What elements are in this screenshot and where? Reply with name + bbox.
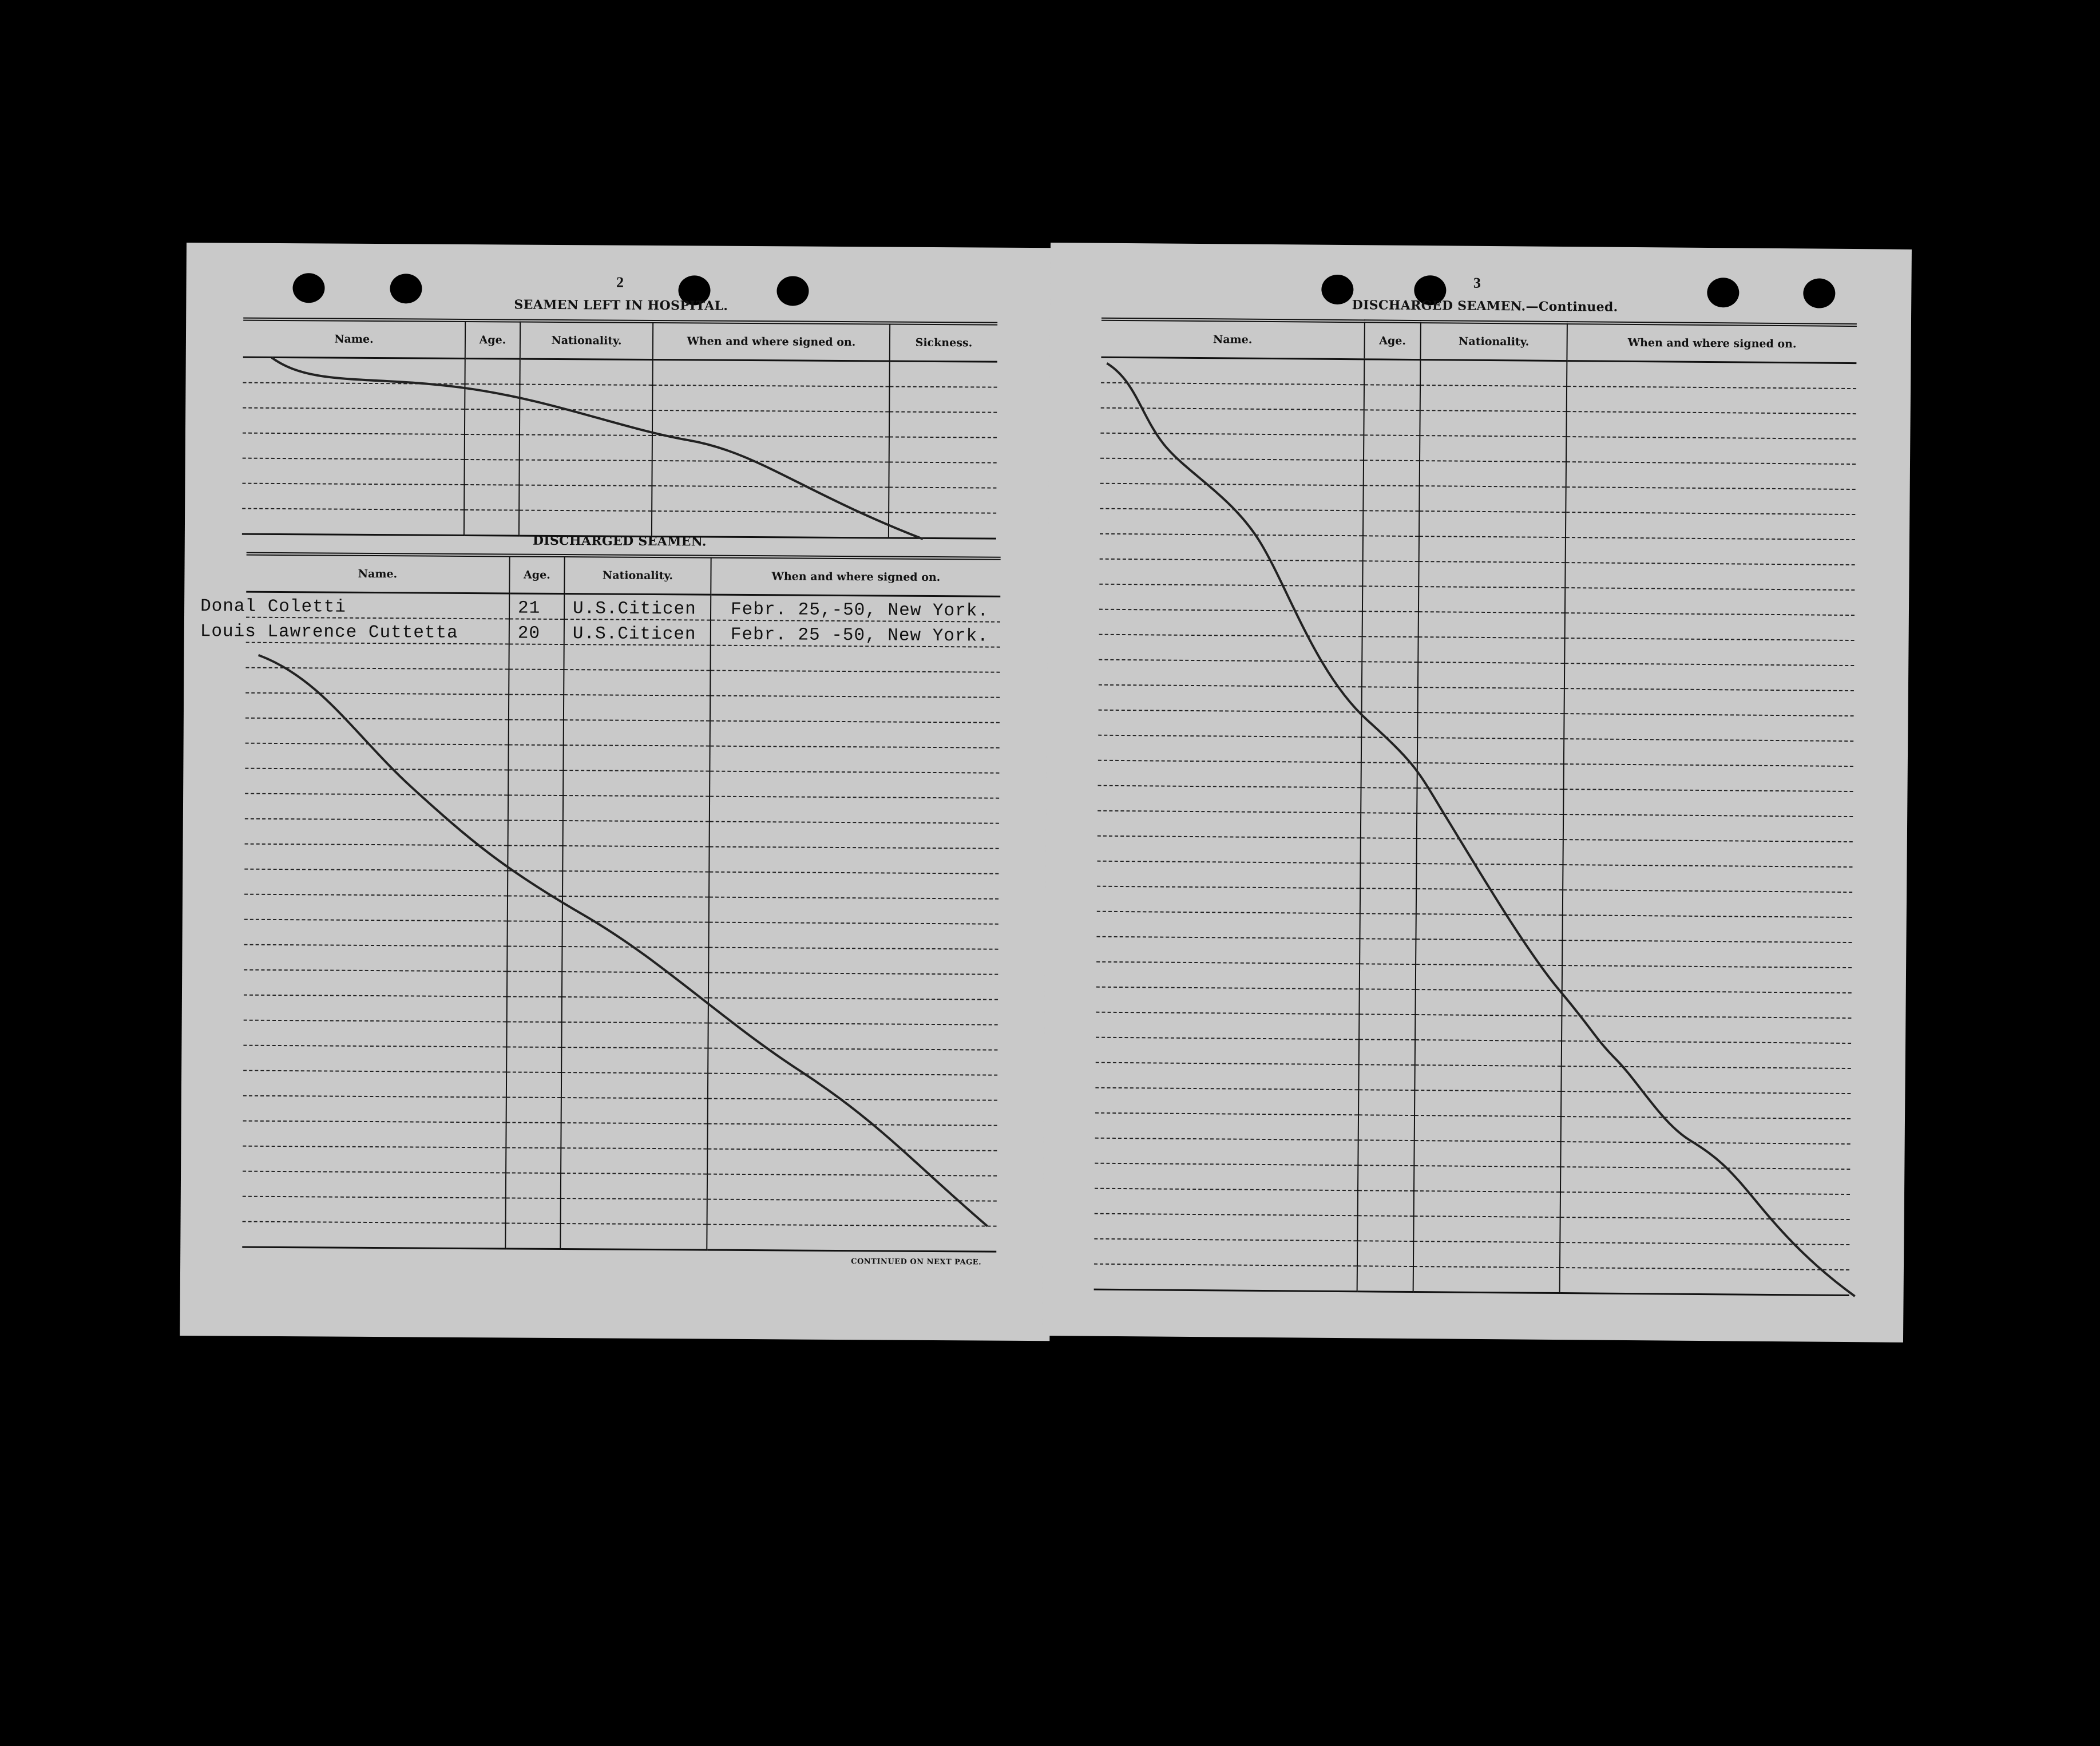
section-title-discharged-continued: DISCHARGED SEAMEN.—Continued. (1352, 298, 1618, 315)
table-row (1094, 1264, 1849, 1296)
seaman-signed-on: Febr. 25,-50, New York. (711, 595, 1000, 622)
column-header-sickness: Sickness. (890, 323, 997, 362)
seaman-signed-on: Febr. 25 -50, New York. (711, 620, 1000, 647)
column-header-nationality: Nationality. (520, 321, 653, 360)
column-header-signed-on: When and where signed on. (653, 322, 890, 361)
seaman-name: Donal Coletti (200, 592, 463, 619)
binder-hole (1803, 278, 1835, 308)
table-row (242, 1222, 996, 1252)
section-title-discharged: DISCHARGED SEAMEN. (532, 533, 707, 549)
page-number: 2 (616, 274, 624, 291)
table-row (246, 617, 1000, 647)
hospital-table (242, 318, 997, 540)
binder-hole (292, 273, 324, 303)
column-header-signed-on: When and where signed on. (1567, 323, 1857, 363)
column-header-age: Age. (1364, 321, 1421, 359)
seaman-age: 21 (509, 593, 564, 619)
seaman-name: Louis Lawrence Cuttetta (200, 617, 463, 644)
ledger-page-right (1042, 243, 1912, 1343)
discharged-continued-table (1094, 318, 1857, 1296)
column-header-age: Age. (465, 320, 520, 359)
column-header-name: Name. (1101, 319, 1365, 359)
discharged-table (200, 552, 1000, 1253)
seaman-nationality: U.S.Citicen (564, 594, 711, 620)
column-header-name: Name. (243, 319, 465, 359)
section-title-hospital: SEAMEN LEFT IN HOSPITAL. (514, 297, 728, 314)
column-header-signed-on: When and where signed on. (711, 557, 1000, 597)
ledger-page-left (180, 243, 1056, 1341)
page-number: 3 (1473, 274, 1481, 291)
column-header-nationality: Nationality. (1420, 322, 1567, 361)
column-header-name: Name. (246, 554, 509, 593)
continued-note: CONTINUED ON NEXT PAGE. (851, 1257, 982, 1267)
column-header-age: Age. (509, 555, 564, 593)
binder-hole (390, 274, 422, 303)
seaman-nationality: U.S.Citicen (564, 619, 711, 646)
table-row (246, 592, 1000, 622)
seaman-age: 20 (509, 619, 564, 644)
table-row (243, 357, 997, 387)
column-header-nationality: Nationality. (564, 556, 711, 595)
binder-hole (1707, 278, 1739, 307)
